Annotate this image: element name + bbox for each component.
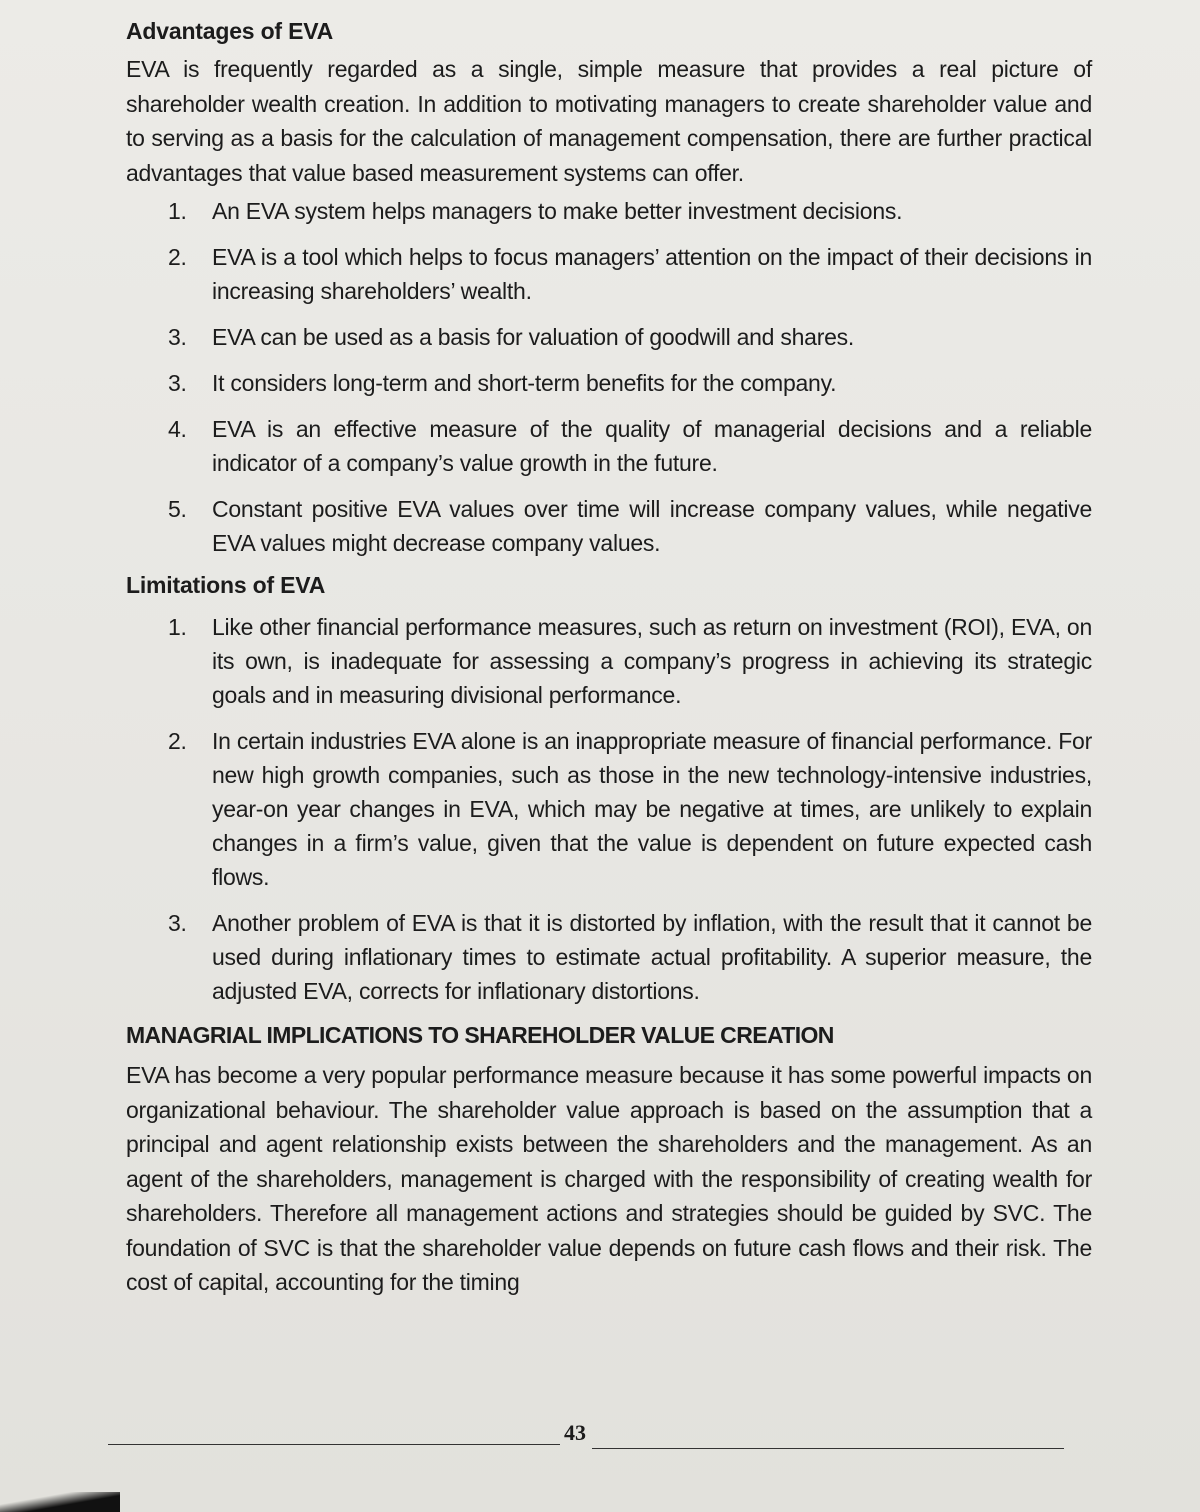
page-number: 43 <box>564 1420 586 1445</box>
list-item <box>126 366 1092 400</box>
page-content <box>126 14 1092 1304</box>
list-item-text: Another problem of EVA is that it is distorted by inflation, with the result that it cannot be used during inflationary times to estimate actual profitability. A superior measure, the adjusted EVA, corrects for inflationary distortions. <box>212 910 1092 1004</box>
managerial-heading: MANAGRIAL IMPLICATIONS TO SHAREHOLDER VALUE CREATION <box>126 1022 834 1048</box>
list-item <box>126 194 1092 228</box>
list-item <box>126 492 1092 560</box>
list-item-number: 4. <box>168 416 187 442</box>
list-item-number: 2. <box>168 728 187 754</box>
list-item <box>126 240 1092 308</box>
list-item-text: An EVA system helps managers to make better investment decisions. <box>212 198 903 224</box>
advantages-list <box>126 194 1092 560</box>
list-item-number: 5. <box>168 496 187 522</box>
list-item-text: Like other financial performance measures, such as return on investment (ROI), EVA, on its own, is inadequate for assessing a company’s progress in achieving its strategic goals and in measuring divisional performance. <box>212 614 1092 708</box>
list-item <box>126 610 1092 712</box>
advantages-heading: Advantages of EVA <box>126 18 334 44</box>
advantages-intro: EVA is frequently regarded as a single, simple measure that provides a real picture of shareholder wealth creation. In addition to motivating managers to create shareholder value and to serving as a basis for the calculation of management compensation, there are further practical advantages that value based measurement systems can offer. <box>126 56 1092 186</box>
list-item-text: EVA is a tool which helps to focus managers’ attention on the impact of their decisions in increasing shareholders’ wealth. <box>212 244 1092 304</box>
list-item <box>126 724 1092 894</box>
footer-rule-left <box>108 1444 560 1445</box>
list-item-number: 3. <box>168 324 187 350</box>
list-item <box>126 412 1092 480</box>
list-item-text: Constant positive EVA values over time will increase company values, while negative EVA values might decrease company values. <box>212 496 1092 556</box>
list-item-text: In certain industries EVA alone is an inappropriate measure of financial performance. For new high growth companies, such as those in the new technology-intensive industries, year-on year changes in EVA, which may be negative at times, are unlikely to explain changes in a firm’s value, given that the value is dependent on future expected cash flows. <box>212 728 1092 890</box>
limitations-list <box>126 610 1092 1008</box>
list-item <box>126 906 1092 1008</box>
limitations-heading: Limitations of EVA <box>126 572 326 598</box>
page-footer <box>108 1418 1064 1458</box>
list-item-text: It considers long-term and short-term benefits for the company. <box>212 370 837 396</box>
list-item-number: 3. <box>168 910 187 936</box>
list-item-number: 3. <box>168 370 187 396</box>
list-item-number: 1. <box>168 198 187 224</box>
list-item <box>126 320 1092 354</box>
footer-rule-right <box>592 1448 1064 1449</box>
list-item-number: 1. <box>168 614 187 640</box>
managerial-body: EVA has become a very popular performance measure because it has some powerful impacts on organizational behaviour. The shareholder value approach is based on the assumption that a principal and agent relationship exists between the shareholders and the management. As an agent of the shareholders, management is charged with the responsibility of creating wealth for shareholders. Therefore all management actions and strategies should be guided by SVC. The foundation of SVC is that the shareholder value depends on future cash flows and their risk. The cost of capital, accounting for the timing <box>126 1062 1092 1295</box>
list-item-number: 2. <box>168 244 187 270</box>
list-item-text: EVA can be used as a basis for valuation of goodwill and shares. <box>212 324 855 350</box>
list-item-text: EVA is an effective measure of the quality of managerial decisions and a reliable indicator of a company’s value growth in the future. <box>212 416 1092 476</box>
scan-shadow <box>0 1492 120 1512</box>
